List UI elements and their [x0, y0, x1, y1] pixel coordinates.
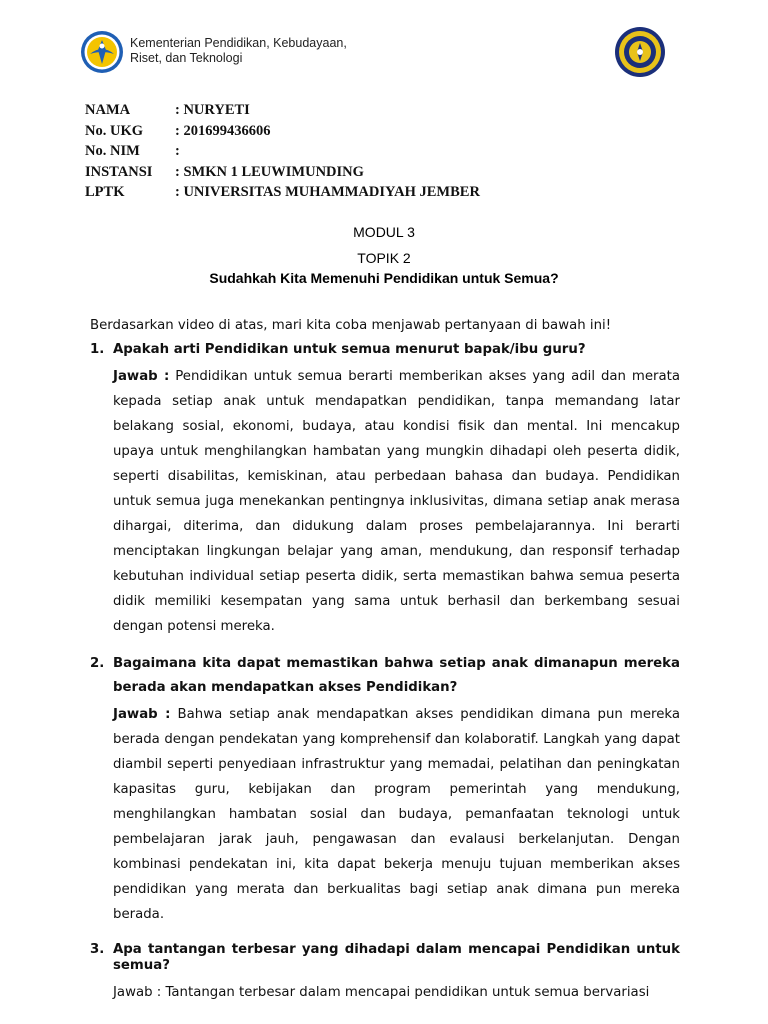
identity-value: : — [175, 143, 180, 159]
question-text: Apakah arti Pendidikan untuk semua menurut bapak/ibu guru? — [113, 342, 586, 357]
question-number: 3. — [90, 942, 105, 957]
ministry-name-line2: Riset, dan Teknologi — [130, 51, 243, 65]
document-titles — [80, 222, 688, 288]
modul-title: MODUL 3 — [353, 224, 415, 240]
answer-text: Bahwa setiap anak mendapatkan akses pendidikan dimana pun mereka berada dengan pendekatan yang komprehensif dan kolaboratif. Langkah yang dapat diambil seperti penyediaan infrastruktur yang memadai, pelatihan dan peningkatan kapasitas guru, kebijakan dan program pemerintah yang mendukung, menghilangkan hambatan sosial dan budaya, pemanfaatan teknologi untuk pembelajaran jarak jauh, pengawasan dan evalausi berkelanjutan. Dengan kombinasi pendekatan ini, kita dapat bekerja menuju tujuan memberikan akses pendidikan yang merata dan berkualitas bagi setiap anak dimana pun mereka berada. — [113, 707, 680, 922]
student-identity — [85, 100, 605, 203]
document-body — [90, 316, 680, 1005]
identity-row-nim — [85, 141, 605, 162]
identity-label: NAMA — [85, 102, 131, 118]
question-text: Apa tantangan terbesar yang dihadapi dalam mencapai Pendidikan untuk semua? — [113, 942, 680, 973]
identity-row-name — [85, 100, 605, 121]
identity-label: INSTANSI — [85, 163, 153, 180]
identity-row-instansi — [85, 162, 605, 183]
ministry-name-line1: Kementerian Pendidikan, Kebudayaan, — [130, 36, 347, 50]
list-item — [90, 652, 680, 927]
topik-title: TOPIK 2 — [357, 250, 411, 266]
question-text: Bagaimana kita dapat memastikan bahwa setiap anak dimanapun mereka berada akan mendapatkan akses Pendidikan? — [113, 656, 680, 695]
identity-value: : SMKN 1 LEUWIMUNDING — [175, 163, 364, 180]
list-item — [90, 938, 680, 1005]
identity-label: No. UKG — [85, 122, 143, 139]
answer-label: Jawab : — [113, 369, 170, 384]
question-number: 1. — [90, 342, 105, 357]
universitas-muhammadiyah-jember-seal-icon — [614, 26, 666, 78]
answer-paragraph — [113, 980, 680, 1005]
topic-subtitle: Sudahkah Kita Memenuhi Pendidikan untuk Semua? — [209, 270, 559, 286]
identity-row-lptk — [85, 182, 605, 203]
question-list — [90, 338, 680, 1005]
answer-text: Tantangan terbesar dalam mencapai pendidikan untuk semua bervariasi — [165, 985, 650, 1000]
tut-wuri-handayani-logo-icon — [80, 30, 124, 74]
list-item — [90, 338, 680, 639]
identity-value: : NURYETI — [175, 102, 250, 118]
answer-label: Jawab : — [113, 985, 162, 1000]
identity-label: No. NIM — [85, 143, 140, 159]
identity-value: : UNIVERSITAS MUHAMMADIYAH JEMBER — [175, 184, 480, 200]
letterhead — [80, 26, 688, 86]
answer-text: Pendidikan untuk semua berarti memberikan akses yang adil dan merata kepada setiap anak untuk mendapatkan pendidikan, tanpa memandang latar belakang sosial, ekonomi, budaya, atau kondisi fisik dan mental. Ini mencakup upaya untuk menghilangkan hambatan yang mungkin dihadapi oleh peserta didik, seperti disabilitas, kemiskinan, atau perbedaan bahasa dan budaya. Pendidikan untuk semua juga menekankan pentingnya inklusivitas, dimana setiap anak merasa dihargai, diterima, dan didukung dalam proses pembelajarannya. Ini berarti menciptakan lingkungan belajar yang aman, mendukung, dan responsif terhadap kebutuhan individual setiap peserta didik, serta memastikan bahwa semua peserta didik memiliki kesempatan yang sama untuk berhasil dan berkembang sesuai dengan potensi mereka. — [113, 369, 680, 634]
answer-paragraph — [113, 702, 680, 927]
intro-text: Berdasarkan video di atas, mari kita coba menjawab pertanyaan di bawah ini! — [90, 318, 612, 333]
identity-value: : 201699436606 — [175, 122, 271, 139]
identity-label: LPTK — [85, 184, 125, 200]
answer-label: Jawab : — [113, 707, 171, 722]
ministry-name — [130, 36, 430, 66]
identity-row-ukg — [85, 121, 605, 142]
answer-paragraph — [113, 364, 680, 639]
question-number: 2. — [90, 656, 105, 671]
